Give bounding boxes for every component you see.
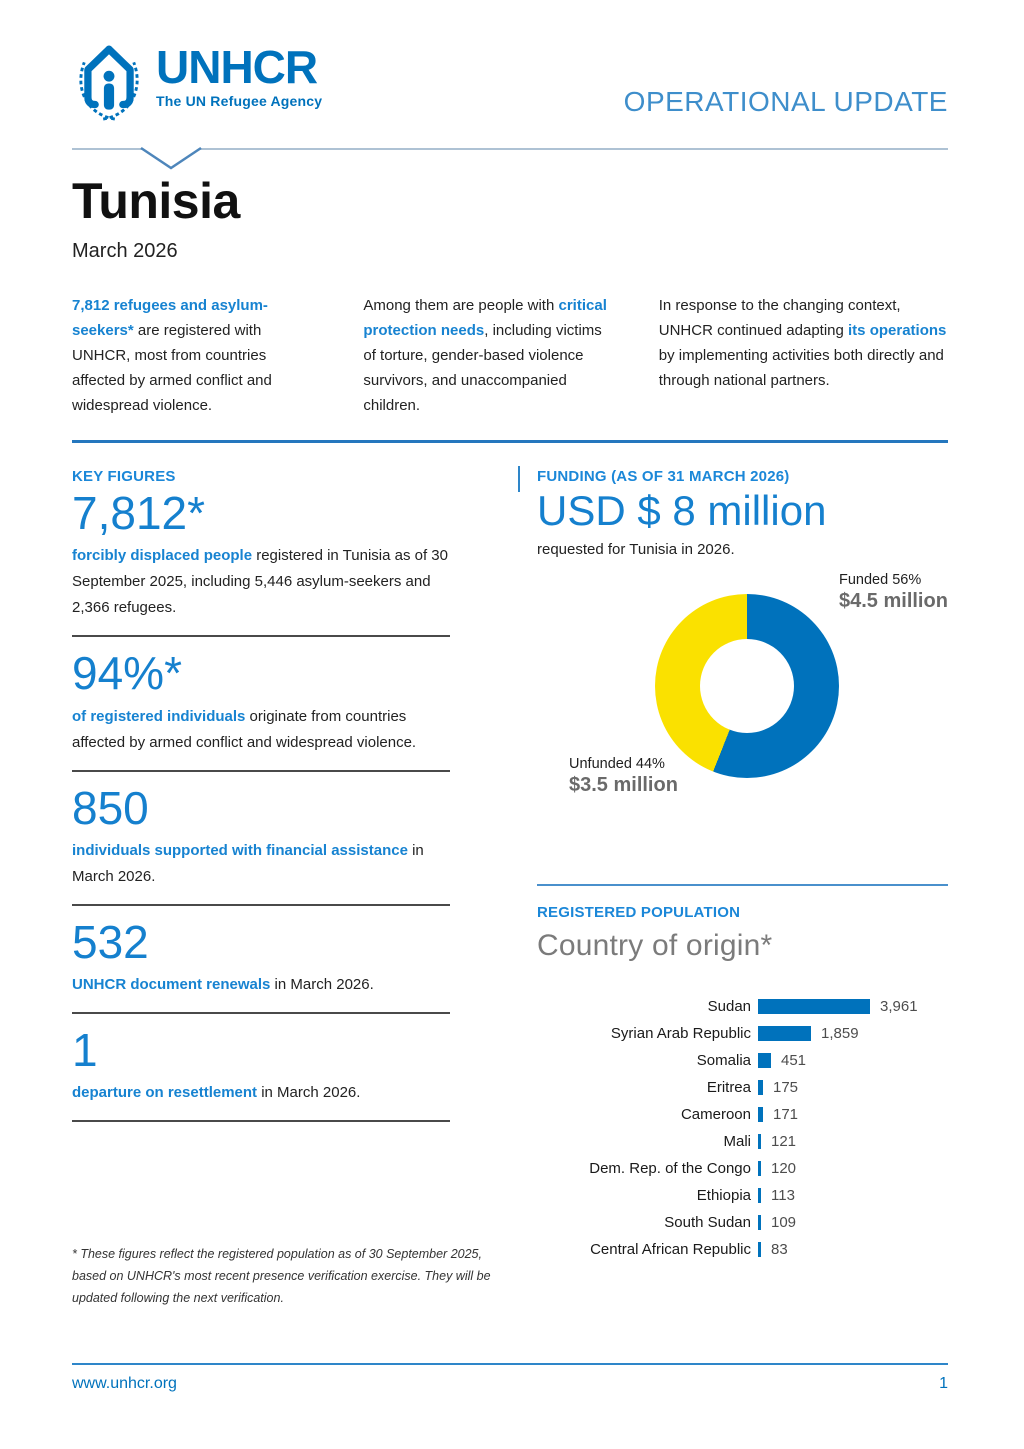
key-figure-value: 850 — [72, 781, 149, 834]
key-figure-item — [72, 781, 458, 906]
bar-value: 83 — [771, 1241, 788, 1259]
intro-2-highlight: critical protection needs — [363, 297, 607, 339]
bar — [758, 1242, 761, 1257]
page-title: Tunisia — [72, 173, 240, 229]
bar-category-label: Sudan — [707, 998, 751, 1016]
bar-row — [537, 993, 948, 1020]
bar-row — [537, 1155, 948, 1182]
key-figure-desc: UNHCR document renewals in March 2026. — [72, 976, 374, 994]
bar-category-label: South Sudan — [664, 1214, 751, 1232]
bar-category-label: Central African Republic — [590, 1241, 751, 1259]
bar-category-label: Syrian Arab Republic — [610, 1025, 751, 1043]
key-figure-value: 7,812* — [72, 487, 206, 539]
bar-category-label: Cameroon — [680, 1106, 751, 1124]
bar-category-label: Ethiopia — [696, 1187, 751, 1205]
bar — [758, 1107, 763, 1122]
bar — [758, 1080, 763, 1095]
funding-amount: USD $ 8 million — [537, 487, 827, 534]
unfunded-label: Unfunded 44% $3.5 million — [569, 756, 678, 797]
key-figure-divider — [72, 635, 450, 637]
key-figures-heading: KEY FIGURES — [72, 468, 176, 485]
bar-row — [537, 1047, 948, 1074]
bar-row — [537, 1236, 948, 1263]
bar-value: 120 — [771, 1160, 797, 1178]
key-figure-divider — [72, 904, 450, 906]
registered-population-heading: REGISTERED POPULATION — [537, 904, 741, 922]
funding-donut — [655, 594, 839, 778]
bar-row — [537, 1182, 948, 1209]
key-figure-item — [72, 489, 458, 637]
header-divider — [72, 148, 948, 150]
bar-value: 113 — [771, 1187, 795, 1205]
bar-category-label: Dem. Rep. of the Congo — [589, 1160, 751, 1178]
bar — [758, 1026, 811, 1041]
funding-population-divider — [537, 884, 948, 886]
bar-row — [537, 1020, 948, 1047]
bar-row — [537, 1074, 948, 1101]
bar-row — [537, 1101, 948, 1128]
funding-heading: FUNDING (AS OF 31 MARCH 2026) — [537, 468, 790, 485]
key-figure-value: 94%* — [72, 647, 182, 700]
intro-1-highlight: 7,812 refugees and asylum-seekers* — [72, 297, 268, 339]
chevron-down-icon — [140, 146, 202, 172]
key-figure-item — [72, 1026, 458, 1122]
right-column — [537, 468, 948, 1263]
bar — [758, 999, 870, 1014]
bar-value: 121 — [771, 1133, 797, 1151]
intro-3-highlight: its operations — [848, 322, 947, 339]
key-figure-divider — [72, 770, 450, 772]
bar — [758, 1053, 771, 1068]
logo-tagline: The UN Refugee Agency — [156, 93, 323, 109]
bar-category-label: Eritrea — [706, 1079, 751, 1097]
country-of-origin-bar-chart — [537, 993, 948, 1263]
key-figure-value: 532 — [72, 915, 149, 968]
bar-value: 1,859 — [821, 1025, 859, 1043]
key-figure-divider — [72, 1012, 450, 1014]
section-divider — [72, 440, 948, 443]
bar-value: 109 — [771, 1214, 797, 1232]
intro-paragraph-1: 7,812 refugees and asylum-seekers* are registered with UNHCR, most from countries affected by armed conflict and widespread violence. — [72, 297, 272, 414]
bar-row — [537, 1209, 948, 1236]
footer-website-link[interactable]: www.unhcr.org — [72, 1375, 177, 1392]
key-figure-divider — [72, 1120, 450, 1122]
unhcr-logo — [72, 42, 322, 122]
page-number: 1 — [939, 1375, 948, 1392]
country-of-origin-title: Country of origin* — [537, 929, 773, 963]
key-figure-desc: of registered individuals originate from countries affected by armed conflict and widespread violence. — [72, 707, 417, 751]
logo-wordmark: UNHCR — [156, 41, 318, 93]
key-figure-value: 1 — [72, 1024, 98, 1077]
funding-donut-chart — [537, 566, 948, 878]
bar-category-label: Somalia — [696, 1052, 751, 1070]
funding-subtext: requested for Tunisia in 2026. — [537, 541, 735, 559]
intro-section — [72, 293, 948, 418]
doc-type-title: OPERATIONAL UPDATE — [623, 86, 948, 117]
donut-hole — [700, 639, 794, 733]
column-separator — [518, 466, 520, 492]
page-header — [72, 42, 948, 122]
unhcr-emblem-icon — [72, 42, 146, 122]
bar-value: 451 — [781, 1052, 807, 1070]
key-figure-item — [72, 649, 458, 771]
key-figures-section — [72, 468, 458, 1134]
key-figure-desc: forcibly displaced people registered in Tunisia as of 30 September 2025, including 5,446 asylum-seekers and 2,366 refugees. — [72, 547, 448, 617]
key-figure-item — [72, 915, 458, 1014]
bar-value: 3,961 — [880, 998, 918, 1016]
funded-label: Funded 56% $4.5 million — [839, 572, 948, 613]
bar — [758, 1215, 761, 1230]
bar — [758, 1134, 761, 1149]
bar-category-label: Mali — [723, 1133, 751, 1151]
key-figure-desc: individuals supported with financial assistance in March 2026. — [72, 841, 424, 885]
key-figure-desc: departure on resettlement in March 2026. — [72, 1084, 361, 1102]
intro-paragraph-3: In response to the changing context, UNHCR continued adapting its operations by implementing activities both directly and through national partners. — [658, 297, 947, 389]
bar-row — [537, 1128, 948, 1155]
report-period: March 2026 — [72, 240, 178, 262]
intro-paragraph-2: Among them are people with critical protection needs, including victims of torture, gender-based violence survivors, and unaccompanied children. — [363, 297, 607, 414]
bar — [758, 1188, 761, 1203]
bar-value: 171 — [773, 1106, 799, 1124]
bar-value: 175 — [773, 1079, 799, 1097]
footer-divider — [72, 1363, 948, 1365]
bar — [758, 1161, 761, 1176]
footnote: * These figures reflect the registered population as of 30 September 2025, based on UNHCR's most recent presence verification exercise. They will be updated following the next verification. — [72, 1247, 491, 1305]
